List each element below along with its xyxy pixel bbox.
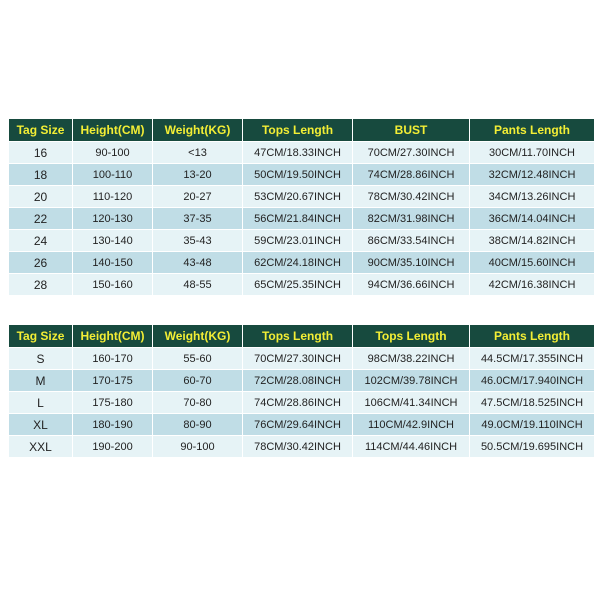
header-row: [9, 119, 595, 142]
table-cell: 65CM/25.35INCH: [243, 274, 353, 296]
table-cell: 78CM/30.42INCH: [353, 186, 470, 208]
table-cell: 140-150: [73, 252, 153, 274]
header-bust: BUST: [353, 119, 470, 142]
table-cell: 175-180: [73, 392, 153, 414]
table-cell: 44.5CM/17.355INCH: [470, 348, 595, 370]
table-cell: 16: [9, 142, 73, 164]
table-cell: 180-190: [73, 414, 153, 436]
header-tops-length: Tops Length: [243, 325, 353, 348]
table-cell: 26: [9, 252, 73, 274]
table-cell: 110CM/42.9INCH: [353, 414, 470, 436]
table-cell: 90-100: [73, 142, 153, 164]
table-cell: 94CM/36.66INCH: [353, 274, 470, 296]
table-cell: 72CM/28.08INCH: [243, 370, 353, 392]
table-cell: 190-200: [73, 436, 153, 458]
table-cell: 30CM/11.70INCH: [470, 142, 595, 164]
table-row: [9, 186, 595, 208]
table-row: [9, 348, 595, 370]
table-cell: 70-80: [153, 392, 243, 414]
table-cell: 120-130: [73, 208, 153, 230]
table-cell: 36CM/14.04INCH: [470, 208, 595, 230]
adult-size-table: [8, 324, 595, 458]
table-row: [9, 274, 595, 296]
table-cell: 13-20: [153, 164, 243, 186]
header-tag-size: Tag Size: [9, 119, 73, 142]
table-cell: 110-120: [73, 186, 153, 208]
table-cell: 34CM/13.26INCH: [470, 186, 595, 208]
header-pants-length: Pants Length: [470, 325, 595, 348]
table-cell: 56CM/21.84INCH: [243, 208, 353, 230]
table-cell: 20: [9, 186, 73, 208]
table-cell: 160-170: [73, 348, 153, 370]
table-cell: 60-70: [153, 370, 243, 392]
table-cell: 50.5CM/19.695INCH: [470, 436, 595, 458]
table-cell: 48-55: [153, 274, 243, 296]
table-cell: 28: [9, 274, 73, 296]
table-row: [9, 252, 595, 274]
table-cell: 98CM/38.22INCH: [353, 348, 470, 370]
table-cell: XL: [9, 414, 73, 436]
table-cell: 106CM/41.34INCH: [353, 392, 470, 414]
table-cell: M: [9, 370, 73, 392]
table-cell: 100-110: [73, 164, 153, 186]
table-cell: 86CM/33.54INCH: [353, 230, 470, 252]
table-cell: 35-43: [153, 230, 243, 252]
table-cell: L: [9, 392, 73, 414]
table-cell: 47.5CM/18.525INCH: [470, 392, 595, 414]
table-row: [9, 208, 595, 230]
table-row: [9, 436, 595, 458]
table-row: [9, 370, 595, 392]
table-row: [9, 392, 595, 414]
table-cell: 43-48: [153, 252, 243, 274]
table-cell: 53CM/20.67INCH: [243, 186, 353, 208]
table-cell: 102CM/39.78INCH: [353, 370, 470, 392]
table-cell: 80-90: [153, 414, 243, 436]
table-cell: 150-160: [73, 274, 153, 296]
table-cell: <13: [153, 142, 243, 164]
table-cell: 38CM/14.82INCH: [470, 230, 595, 252]
table-cell: 18: [9, 164, 73, 186]
header-tops-length-2: Tops Length: [353, 325, 470, 348]
header-height: Height(CM): [73, 325, 153, 348]
table-cell: 76CM/29.64INCH: [243, 414, 353, 436]
table-cell: 70CM/27.30INCH: [243, 348, 353, 370]
header-tops-length: Tops Length: [243, 119, 353, 142]
table-cell: 20-27: [153, 186, 243, 208]
table-cell: 40CM/15.60INCH: [470, 252, 595, 274]
header-height: Height(CM): [73, 119, 153, 142]
table-cell: 130-140: [73, 230, 153, 252]
header-weight: Weight(KG): [153, 325, 243, 348]
table-cell: 70CM/27.30INCH: [353, 142, 470, 164]
table-cell: XXL: [9, 436, 73, 458]
header-row: [9, 325, 595, 348]
table-cell: 55-60: [153, 348, 243, 370]
table-cell: 82CM/31.98INCH: [353, 208, 470, 230]
table-cell: 90-100: [153, 436, 243, 458]
kids-size-table: [8, 118, 595, 296]
table-cell: 47CM/18.33INCH: [243, 142, 353, 164]
table-row: [9, 142, 595, 164]
table-cell: 114CM/44.46INCH: [353, 436, 470, 458]
table-row: [9, 414, 595, 436]
table-cell: 37-35: [153, 208, 243, 230]
header-tag-size: Tag Size: [9, 325, 73, 348]
table-cell: 74CM/28.86INCH: [353, 164, 470, 186]
table-cell: 42CM/16.38INCH: [470, 274, 595, 296]
table-cell: 24: [9, 230, 73, 252]
table-cell: 62CM/24.18INCH: [243, 252, 353, 274]
table-row: [9, 230, 595, 252]
table-cell: S: [9, 348, 73, 370]
table-cell: 49.0CM/19.110INCH: [470, 414, 595, 436]
table-cell: 74CM/28.86INCH: [243, 392, 353, 414]
table-cell: 32CM/12.48INCH: [470, 164, 595, 186]
table-cell: 170-175: [73, 370, 153, 392]
table-cell: 90CM/35.10INCH: [353, 252, 470, 274]
table-cell: 50CM/19.50INCH: [243, 164, 353, 186]
table-cell: 78CM/30.42INCH: [243, 436, 353, 458]
table-row: [9, 164, 595, 186]
table-cell: 59CM/23.01INCH: [243, 230, 353, 252]
header-pants-length: Pants Length: [470, 119, 595, 142]
table-cell: 22: [9, 208, 73, 230]
header-weight: Weight(KG): [153, 119, 243, 142]
table-cell: 46.0CM/17.940INCH: [470, 370, 595, 392]
